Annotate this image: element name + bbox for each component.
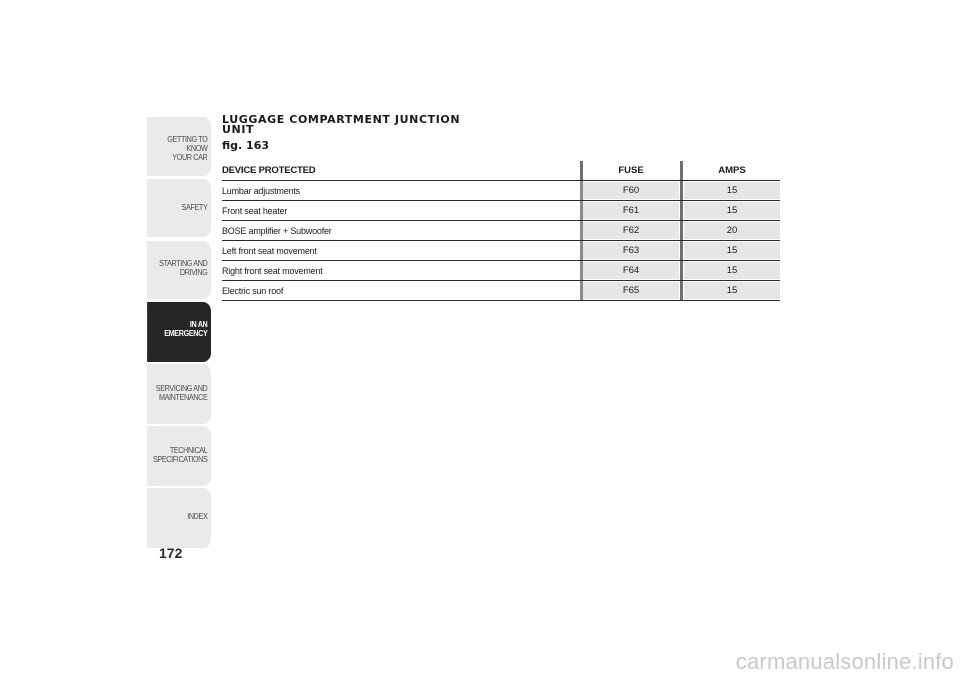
cell-fuse: F61 (583, 202, 679, 219)
fuse-table (222, 161, 780, 301)
column-header-fuse: FUSE (618, 165, 644, 176)
cell-fuse: F63 (583, 242, 679, 259)
tab-label-line-1: STARTING AND (159, 259, 208, 268)
cell-amps: 15 (684, 282, 780, 299)
cell-amps: 15 (684, 202, 780, 219)
column-header-amps: AMPS (718, 165, 746, 176)
tab-label-line-1: INDEX (187, 512, 208, 521)
section-heading-line-1: LUGGAGE COMPARTMENT JUNCTION (222, 113, 461, 126)
table-row (222, 261, 780, 281)
cell-amps: 15 (684, 262, 780, 279)
tab-label-line-1: GETTING TO KNOW (167, 135, 208, 153)
column-divider (680, 161, 683, 180)
cell-device: Left front seat movement (222, 245, 317, 256)
table-row (222, 201, 780, 221)
cell-device: BOSE amplifier + Subwoofer (222, 225, 332, 236)
cell-device: Right front seat movement (222, 265, 323, 276)
table-header-row (222, 161, 780, 181)
column-divider (680, 201, 683, 220)
table-row (222, 241, 780, 261)
table-row (222, 281, 780, 301)
column-divider (680, 241, 683, 260)
tab-in-an-emergency[interactable] (147, 302, 211, 362)
cell-fuse: F62 (583, 222, 679, 239)
tab-label-line-1: SAFETY (181, 203, 208, 212)
tab-label-line-2: MAINTENANCE (158, 393, 208, 402)
section-heading (222, 115, 460, 135)
tab-label-line-2: SPECIFICATIONS (152, 455, 208, 464)
tab-label-line-2: EMERGENCY (164, 329, 208, 338)
tab-index[interactable] (147, 488, 211, 548)
column-divider (680, 281, 683, 300)
table-row (222, 221, 780, 241)
tab-label-line-1: TECHNICAL (169, 446, 208, 455)
tab-technical-specifications[interactable] (147, 426, 211, 486)
tab-label-line-1: IN AN (189, 320, 208, 329)
column-divider (680, 261, 683, 280)
cell-amps: 20 (684, 222, 780, 239)
cell-amps: 15 (684, 182, 780, 199)
tab-starting-and-driving[interactable] (147, 241, 211, 299)
tab-label-line-2: DRIVING (179, 268, 208, 277)
watermark: carmanualsonline.info (735, 649, 954, 674)
tab-getting-to-know-your-car[interactable] (147, 117, 211, 176)
table-row (222, 181, 780, 201)
cell-fuse: F64 (583, 262, 679, 279)
column-divider (680, 181, 683, 200)
cell-fuse: F60 (583, 182, 679, 199)
cell-device: Front seat heater (222, 205, 288, 216)
page-number: 172 (159, 545, 183, 561)
tab-safety[interactable] (147, 179, 211, 237)
column-divider (680, 221, 683, 240)
section-heading-line-2: UNIT (222, 123, 255, 136)
tab-label-line-2: YOUR CAR (172, 153, 208, 162)
cell-device: Electric sun roof (222, 285, 284, 296)
tab-label-line-1: SERVICING AND (155, 384, 208, 393)
tab-servicing-and-maintenance[interactable] (147, 364, 211, 424)
column-header-device: DEVICE PROTECTED (222, 165, 316, 176)
figure-reference: fig. 163 (222, 139, 269, 152)
cell-amps: 15 (684, 242, 780, 259)
cell-fuse: F65 (583, 282, 679, 299)
cell-device: Lumbar adjustments (222, 185, 300, 196)
